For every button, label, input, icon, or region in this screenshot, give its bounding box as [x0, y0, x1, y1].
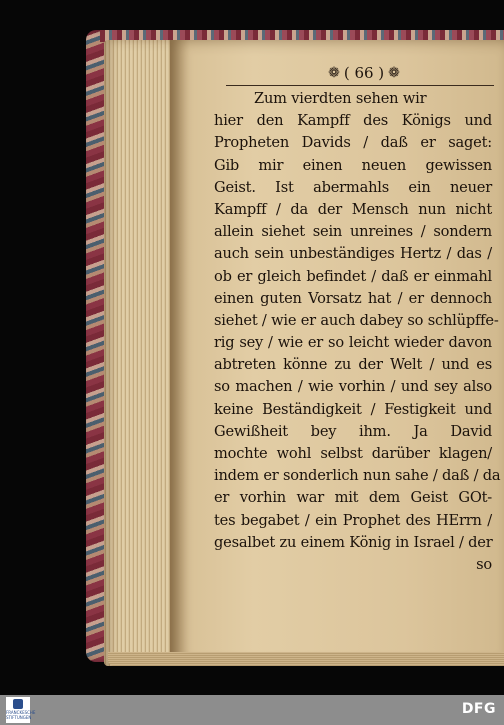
- text-line: Kampff / da der Mensch nun nicht: [214, 200, 492, 218]
- text-line: tes begabet / ein Prophet des HErrn /: [214, 511, 492, 529]
- page-block-bottom: [108, 652, 504, 666]
- text-line: so machen / wie vorhin / und sey also: [214, 378, 492, 396]
- text-line: ob er gleich befindet / daß er einmahl: [214, 267, 492, 285]
- text-line: Zum vierdten sehen wir: [254, 90, 427, 107]
- text-line: Propheten Davids / daß er saget:: [214, 134, 492, 152]
- text-line: Gib mir einen neuen gewissen: [214, 156, 492, 174]
- logo-mark-icon: [13, 699, 23, 709]
- text-line: indem er sonderlich nun sahe / daß / da: [214, 467, 501, 485]
- catchword: so: [476, 555, 492, 573]
- text-line: allein siehet sein unreines / sondern: [214, 223, 492, 241]
- text-line: er vorhin war mit dem Geist GOt-: [214, 489, 492, 507]
- text-line: Geist. Ist abermahls ein neuer: [214, 178, 492, 196]
- institution-logo[interactable]: [6, 697, 36, 723]
- ornament-left-icon: ❁: [328, 65, 340, 81]
- viewer-footer: [0, 695, 504, 725]
- page-body-text: [214, 88, 501, 576]
- page-block-edge: [104, 40, 174, 666]
- text-line: einen guten Vorsatz hat / er dennoch: [214, 289, 492, 307]
- page-header: [314, 62, 414, 84]
- text-line: gesalbet zu einem König in Israel / der: [214, 533, 493, 551]
- text-line: mochte wohl selbst darüber klagen/: [214, 445, 492, 462]
- text-line: auch sein unbeständiges Hertz / das /: [214, 245, 492, 263]
- text-line: Gewißheit bey ihm. Ja David: [214, 422, 492, 440]
- text-line: rig sey / wie er so leicht wieder davon: [214, 334, 492, 352]
- header-rule: [226, 85, 494, 86]
- dfg-logo[interactable]: DFG: [461, 701, 496, 717]
- ornament-right-icon: ❁: [388, 65, 400, 81]
- text-line: abtreten könne zu der Welt / und es: [214, 356, 492, 374]
- text-line: siehet / wie er auch dabey so schlüpffe-: [214, 311, 499, 329]
- page-number: ( 66 ): [343, 64, 385, 82]
- logo-text: FRANCKESCHE STIFTUNGEN: [6, 710, 36, 720]
- text-line: hier den Kampff des Königs und: [214, 112, 492, 130]
- text-line: keine Beständigkeit / Festigkeit und: [214, 400, 492, 418]
